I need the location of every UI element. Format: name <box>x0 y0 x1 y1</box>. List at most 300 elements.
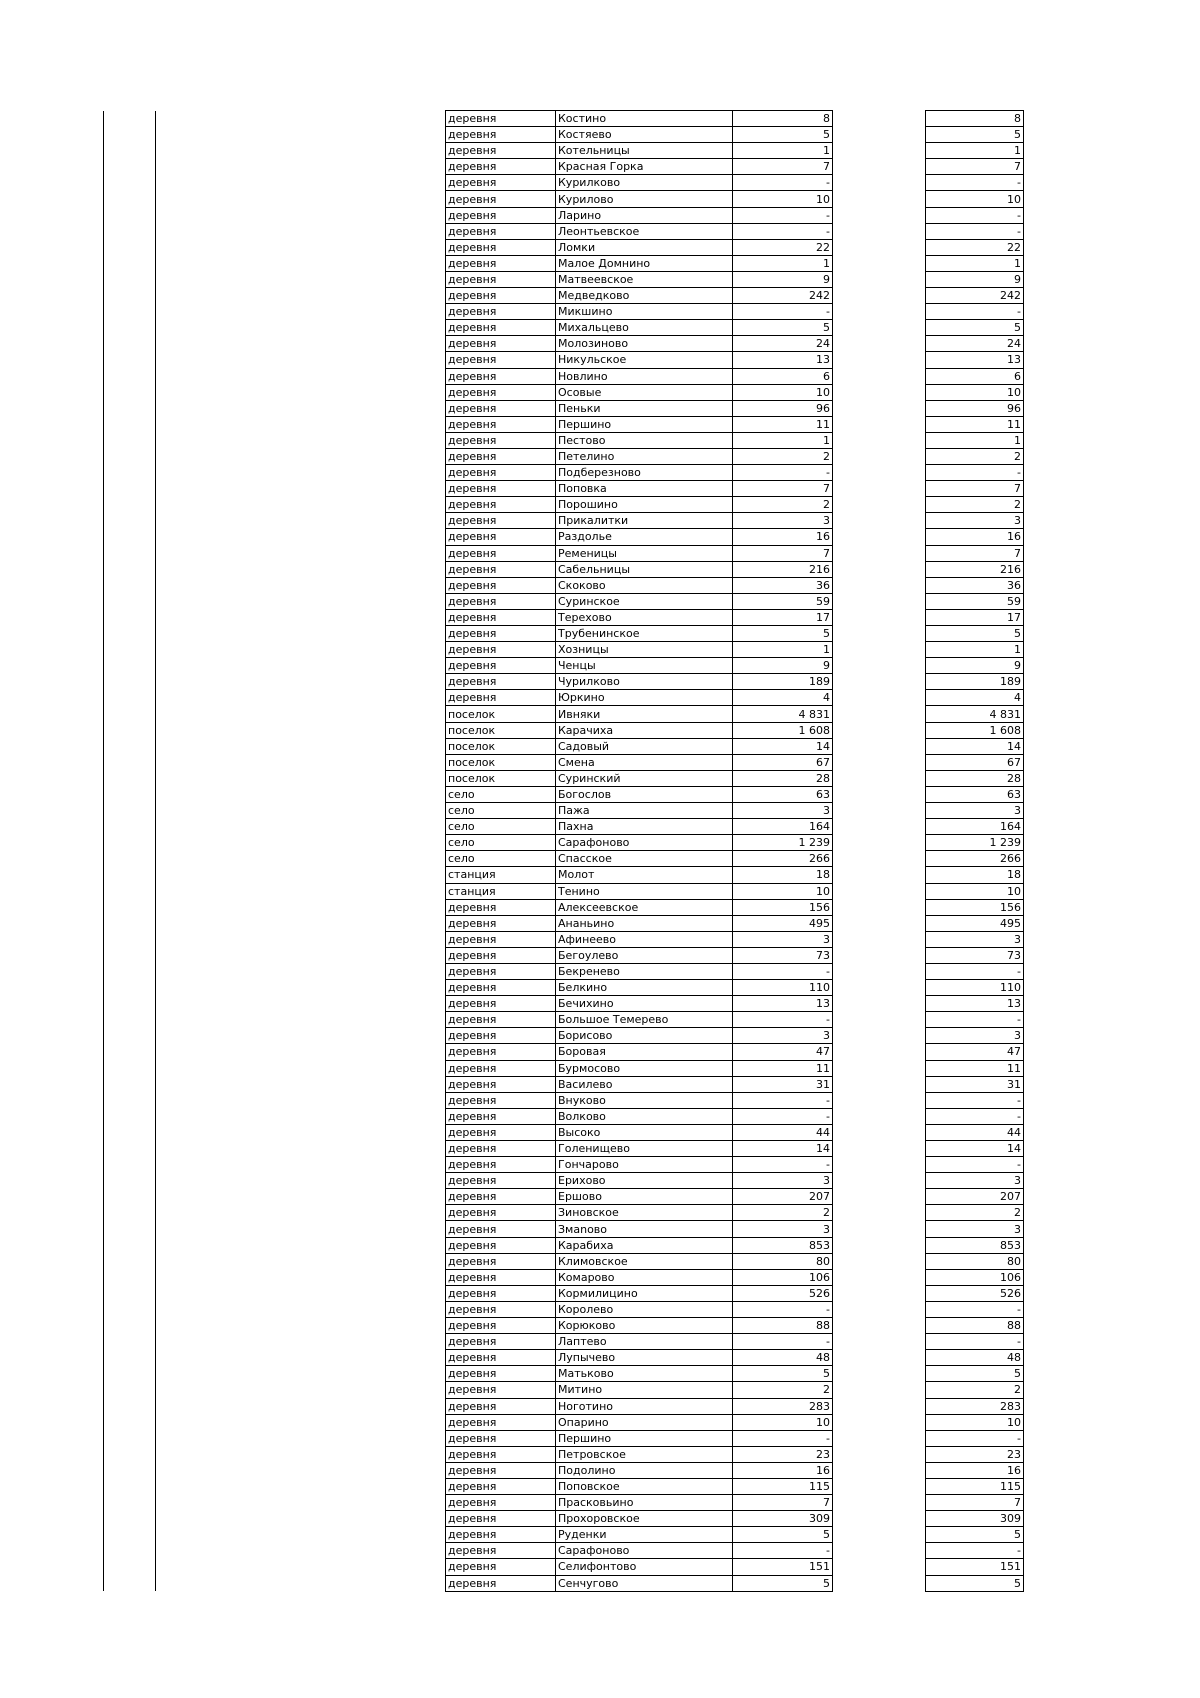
cell-empty-b <box>156 1253 446 1269</box>
cell-settlement-type: деревня <box>446 658 556 674</box>
cell-settlement-type: село <box>446 803 556 819</box>
cell-empty-c <box>833 1398 926 1414</box>
cell-population-total: 2 <box>733 448 833 464</box>
cell-empty-b <box>156 111 446 127</box>
table-row <box>104 1189 1024 1205</box>
table-row <box>104 931 1024 947</box>
table-row <box>104 1527 1024 1543</box>
table-row <box>104 1366 1024 1382</box>
cell-empty-a <box>104 1398 156 1414</box>
cell-settlement-name: Молозиново <box>556 336 733 352</box>
table-row <box>104 593 1024 609</box>
cell-population-total: - <box>733 1108 833 1124</box>
cell-settlement-type: деревня <box>446 320 556 336</box>
cell-settlement-type: деревня <box>446 1157 556 1173</box>
cell-population-total: - <box>733 207 833 223</box>
cell-population-value: 4 831 <box>926 706 1024 722</box>
cell-empty-a <box>104 304 156 320</box>
cell-empty-b <box>156 754 446 770</box>
cell-settlement-name: Трубенинское <box>556 626 733 642</box>
cell-empty-c <box>833 384 926 400</box>
cell-population-total: 13 <box>733 996 833 1012</box>
cell-settlement-type: деревня <box>446 1430 556 1446</box>
cell-settlement-type: деревня <box>446 352 556 368</box>
cell-empty-b <box>156 416 446 432</box>
cell-empty-b <box>156 1189 446 1205</box>
cell-empty-a <box>104 1430 156 1446</box>
cell-settlement-name: Гончарово <box>556 1157 733 1173</box>
table-row <box>104 416 1024 432</box>
cell-settlement-name: Курилково <box>556 175 733 191</box>
cell-settlement-type: деревня <box>446 642 556 658</box>
cell-empty-b <box>156 448 446 464</box>
cell-population-total: 216 <box>733 561 833 577</box>
cell-population-value: 14 <box>926 738 1024 754</box>
cell-empty-c <box>833 1124 926 1140</box>
cell-empty-b <box>156 674 446 690</box>
cell-population-value: 156 <box>926 899 1024 915</box>
cell-settlement-name: Матьково <box>556 1366 733 1382</box>
cell-empty-b <box>156 1237 446 1253</box>
cell-empty-b <box>156 722 446 738</box>
cell-settlement-name: Лаптево <box>556 1334 733 1350</box>
cell-population-total: 110 <box>733 980 833 996</box>
table-row <box>104 1108 1024 1124</box>
cell-population-value: 80 <box>926 1253 1024 1269</box>
cell-empty-c <box>833 481 926 497</box>
cell-settlement-name: Бекренево <box>556 963 733 979</box>
cell-settlement-type: деревня <box>446 1205 556 1221</box>
table-row <box>104 609 1024 625</box>
cell-population-value: 10 <box>926 384 1024 400</box>
cell-empty-b <box>156 159 446 175</box>
cell-empty-b <box>156 352 446 368</box>
table-row <box>104 899 1024 915</box>
cell-empty-c <box>833 883 926 899</box>
cell-empty-c <box>833 1221 926 1237</box>
cell-population-value: - <box>926 223 1024 239</box>
cell-population-value: - <box>926 304 1024 320</box>
cell-population-total: 309 <box>733 1511 833 1527</box>
cell-empty-b <box>156 400 446 416</box>
cell-population-total: 266 <box>733 851 833 867</box>
cell-settlement-name: Голенищево <box>556 1141 733 1157</box>
cell-population-total: 5 <box>733 1575 833 1591</box>
cell-empty-c <box>833 1028 926 1044</box>
cell-population-total: - <box>733 1157 833 1173</box>
cell-settlement-type: деревня <box>446 996 556 1012</box>
cell-settlement-name: Боровая <box>556 1044 733 1060</box>
table-row <box>104 320 1024 336</box>
cell-population-total: 44 <box>733 1124 833 1140</box>
cell-empty-a <box>104 1205 156 1221</box>
cell-population-value: 5 <box>926 626 1024 642</box>
cell-empty-a <box>104 159 156 175</box>
cell-empty-b <box>156 1157 446 1173</box>
cell-empty-a <box>104 1495 156 1511</box>
table-row <box>104 175 1024 191</box>
cell-population-value: 5 <box>926 1575 1024 1591</box>
cell-population-value: 242 <box>926 288 1024 304</box>
cell-population-value: 3 <box>926 1173 1024 1189</box>
cell-empty-b <box>156 577 446 593</box>
cell-population-total: 10 <box>733 1414 833 1430</box>
cell-empty-c <box>833 352 926 368</box>
cell-settlement-type: деревня <box>446 1366 556 1382</box>
cell-settlement-type: поселок <box>446 754 556 770</box>
cell-settlement-name: Белкино <box>556 980 733 996</box>
cell-population-total: 495 <box>733 915 833 931</box>
cell-settlement-type: поселок <box>446 722 556 738</box>
cell-settlement-name: Малое Домнино <box>556 255 733 271</box>
cell-empty-a <box>104 1108 156 1124</box>
cell-population-value: 309 <box>926 1511 1024 1527</box>
cell-empty-a <box>104 1527 156 1543</box>
cell-population-total: 7 <box>733 1495 833 1511</box>
table-row <box>104 368 1024 384</box>
cell-empty-c <box>833 529 926 545</box>
cell-empty-a <box>104 175 156 191</box>
table-row <box>104 223 1024 239</box>
cell-empty-a <box>104 400 156 416</box>
cell-empty-a <box>104 1382 156 1398</box>
cell-settlement-type: станция <box>446 867 556 883</box>
cell-empty-a <box>104 883 156 899</box>
cell-population-value: - <box>926 1108 1024 1124</box>
cell-empty-b <box>156 1173 446 1189</box>
cell-settlement-type: деревня <box>446 1221 556 1237</box>
cell-empty-c <box>833 1012 926 1028</box>
cell-settlement-name: Корюково <box>556 1318 733 1334</box>
cell-empty-c <box>833 1189 926 1205</box>
cell-settlement-type: деревня <box>446 255 556 271</box>
cell-settlement-type: деревня <box>446 239 556 255</box>
table-row <box>104 400 1024 416</box>
cell-empty-b <box>156 1221 446 1237</box>
cell-empty-a <box>104 1253 156 1269</box>
cell-population-value: - <box>926 1334 1024 1350</box>
table-row <box>104 626 1024 642</box>
cell-settlement-type: село <box>446 851 556 867</box>
cell-empty-a <box>104 1028 156 1044</box>
cell-empty-b <box>156 1527 446 1543</box>
cell-empty-b <box>156 1318 446 1334</box>
cell-empty-a <box>104 1221 156 1237</box>
cell-settlement-name: Карабиха <box>556 1237 733 1253</box>
cell-empty-c <box>833 915 926 931</box>
cell-empty-c <box>833 223 926 239</box>
cell-settlement-type: деревня <box>446 175 556 191</box>
cell-empty-b <box>156 963 446 979</box>
cell-settlement-type: деревня <box>446 1446 556 1462</box>
cell-empty-a <box>104 642 156 658</box>
cell-empty-a <box>104 465 156 481</box>
cell-empty-b <box>156 803 446 819</box>
cell-population-value: 283 <box>926 1398 1024 1414</box>
cell-population-value: - <box>926 465 1024 481</box>
table-row <box>104 996 1024 1012</box>
cell-empty-b <box>156 255 446 271</box>
cell-empty-a <box>104 770 156 786</box>
cell-empty-c <box>833 127 926 143</box>
cell-population-value: 526 <box>926 1285 1024 1301</box>
cell-empty-a <box>104 1189 156 1205</box>
cell-empty-c <box>833 947 926 963</box>
cell-settlement-name: Подолино <box>556 1462 733 1478</box>
cell-settlement-name: Никульское <box>556 352 733 368</box>
cell-empty-b <box>156 1350 446 1366</box>
cell-population-total: 207 <box>733 1189 833 1205</box>
table-row <box>104 1173 1024 1189</box>
cell-population-value: - <box>926 1157 1024 1173</box>
cell-empty-a <box>104 481 156 497</box>
cell-population-total: - <box>733 1334 833 1350</box>
cell-settlement-name: Сарафоново <box>556 1543 733 1559</box>
cell-population-total: 1 <box>733 642 833 658</box>
table-row <box>104 1478 1024 1494</box>
cell-population-value: 1 239 <box>926 835 1024 851</box>
cell-empty-c <box>833 770 926 786</box>
table-row <box>104 1430 1024 1446</box>
cell-empty-a <box>104 996 156 1012</box>
cell-population-total: 11 <box>733 416 833 432</box>
cell-population-total: 7 <box>733 481 833 497</box>
cell-settlement-type: деревня <box>446 336 556 352</box>
cell-empty-b <box>156 1076 446 1092</box>
cell-settlement-name: Ременицы <box>556 545 733 561</box>
cell-settlement-type: деревня <box>446 1414 556 1430</box>
cell-population-total: 47 <box>733 1044 833 1060</box>
cell-population-value: 88 <box>926 1318 1024 1334</box>
cell-empty-c <box>833 996 926 1012</box>
cell-population-value: 1 <box>926 642 1024 658</box>
cell-settlement-name: Карачиха <box>556 722 733 738</box>
cell-settlement-type: деревня <box>446 899 556 915</box>
cell-settlement-type: деревня <box>446 368 556 384</box>
cell-empty-c <box>833 175 926 191</box>
cell-population-total: - <box>733 963 833 979</box>
cell-population-total: 1 <box>733 143 833 159</box>
table-row <box>104 127 1024 143</box>
cell-settlement-name: Бурмосово <box>556 1060 733 1076</box>
cell-empty-a <box>104 191 156 207</box>
cell-settlement-type: деревня <box>446 593 556 609</box>
cell-empty-a <box>104 899 156 915</box>
cell-population-total: - <box>733 1012 833 1028</box>
cell-empty-b <box>156 239 446 255</box>
cell-empty-a <box>104 851 156 867</box>
cell-empty-b <box>156 1012 446 1028</box>
table-row <box>104 352 1024 368</box>
cell-settlement-type: деревня <box>446 1478 556 1494</box>
cell-empty-a <box>104 207 156 223</box>
cell-empty-b <box>156 980 446 996</box>
cell-population-total: 48 <box>733 1350 833 1366</box>
cell-empty-c <box>833 1350 926 1366</box>
table-row <box>104 1221 1024 1237</box>
table-row <box>104 1285 1024 1301</box>
cell-settlement-type: деревня <box>446 159 556 175</box>
cell-population-value: 7 <box>926 1495 1024 1511</box>
cell-settlement-name: Высоко <box>556 1124 733 1140</box>
cell-settlement-type: деревня <box>446 1334 556 1350</box>
cell-settlement-type: деревня <box>446 143 556 159</box>
table-row <box>104 770 1024 786</box>
cell-population-total: - <box>733 223 833 239</box>
cell-settlement-type: деревня <box>446 1543 556 1559</box>
cell-empty-b <box>156 851 446 867</box>
table-body <box>104 111 1024 1592</box>
cell-empty-c <box>833 416 926 432</box>
table-row <box>104 1334 1024 1350</box>
cell-population-total: 115 <box>733 1478 833 1494</box>
cell-population-value: 7 <box>926 159 1024 175</box>
cell-settlement-name: Леонтьевское <box>556 223 733 239</box>
cell-empty-a <box>104 931 156 947</box>
cell-empty-b <box>156 191 446 207</box>
cell-settlement-name: Сенчугово <box>556 1575 733 1591</box>
cell-settlement-type: деревня <box>446 1189 556 1205</box>
cell-settlement-name: Ерихово <box>556 1173 733 1189</box>
cell-population-value: 1 <box>926 255 1024 271</box>
cell-settlement-type: деревня <box>446 1269 556 1285</box>
cell-settlement-type: деревня <box>446 400 556 416</box>
cell-empty-a <box>104 915 156 931</box>
cell-empty-b <box>156 1205 446 1221</box>
cell-empty-a <box>104 1559 156 1575</box>
cell-settlement-name: Першино <box>556 1430 733 1446</box>
cell-settlement-type: деревня <box>446 1237 556 1253</box>
cell-population-value: 5 <box>926 1527 1024 1543</box>
cell-settlement-type: деревня <box>446 690 556 706</box>
cell-empty-a <box>104 963 156 979</box>
table-row <box>104 304 1024 320</box>
cell-population-value: 13 <box>926 352 1024 368</box>
cell-settlement-name: Першино <box>556 416 733 432</box>
table-row <box>104 690 1024 706</box>
cell-empty-b <box>156 867 446 883</box>
cell-empty-b <box>156 1124 446 1140</box>
cell-population-total: 14 <box>733 1141 833 1157</box>
cell-empty-a <box>104 1012 156 1028</box>
cell-population-value: 1 608 <box>926 722 1024 738</box>
cell-settlement-type: деревня <box>446 1350 556 1366</box>
cell-population-value: 23 <box>926 1446 1024 1462</box>
cell-empty-a <box>104 368 156 384</box>
cell-population-total: 2 <box>733 1382 833 1398</box>
cell-population-value: 73 <box>926 947 1024 963</box>
cell-settlement-name: Алексеевское <box>556 899 733 915</box>
cell-population-value: 853 <box>926 1237 1024 1253</box>
table-row <box>104 1269 1024 1285</box>
cell-population-value: - <box>926 1543 1024 1559</box>
cell-empty-c <box>833 738 926 754</box>
cell-empty-c <box>833 336 926 352</box>
cell-settlement-type: поселок <box>446 706 556 722</box>
cell-settlement-type: деревня <box>446 1076 556 1092</box>
cell-population-total: 9 <box>733 658 833 674</box>
cell-population-total: 11 <box>733 1060 833 1076</box>
cell-population-total: 4 <box>733 690 833 706</box>
cell-empty-a <box>104 111 156 127</box>
cell-population-value: 24 <box>926 336 1024 352</box>
cell-empty-a <box>104 947 156 963</box>
cell-settlement-name: Климовское <box>556 1253 733 1269</box>
cell-population-total: - <box>733 304 833 320</box>
cell-empty-c <box>833 1382 926 1398</box>
cell-settlement-type: деревня <box>446 384 556 400</box>
table-row <box>104 819 1024 835</box>
cell-empty-b <box>156 368 446 384</box>
table-row <box>104 1462 1024 1478</box>
cell-empty-c <box>833 851 926 867</box>
cell-settlement-name: Пажа <box>556 803 733 819</box>
cell-settlement-type: деревня <box>446 963 556 979</box>
cell-empty-a <box>104 1141 156 1157</box>
cell-empty-c <box>833 706 926 722</box>
cell-settlement-type: деревня <box>446 1028 556 1044</box>
table-row <box>104 448 1024 464</box>
table-row <box>104 1237 1024 1253</box>
table-row <box>104 481 1024 497</box>
cell-settlement-type: деревня <box>446 1318 556 1334</box>
cell-population-total: 3 <box>733 1028 833 1044</box>
cell-population-value: 36 <box>926 577 1024 593</box>
cell-population-value: 8 <box>926 111 1024 127</box>
cell-empty-b <box>156 1575 446 1591</box>
cell-empty-a <box>104 336 156 352</box>
cell-empty-a <box>104 690 156 706</box>
cell-population-total: 59 <box>733 593 833 609</box>
cell-settlement-name: Пестово <box>556 432 733 448</box>
cell-empty-c <box>833 111 926 127</box>
cell-settlement-type: деревня <box>446 931 556 947</box>
cell-settlement-type: деревня <box>446 561 556 577</box>
cell-population-total: 5 <box>733 320 833 336</box>
cell-settlement-type: деревня <box>446 1382 556 1398</box>
cell-population-value: 16 <box>926 529 1024 545</box>
cell-empty-c <box>833 239 926 255</box>
cell-population-total: 24 <box>733 336 833 352</box>
cell-empty-c <box>833 1511 926 1527</box>
cell-settlement-type: деревня <box>446 609 556 625</box>
cell-empty-a <box>104 1076 156 1092</box>
cell-empty-a <box>104 1366 156 1382</box>
cell-empty-a <box>104 706 156 722</box>
table-row <box>104 143 1024 159</box>
cell-empty-c <box>833 642 926 658</box>
cell-empty-b <box>156 1495 446 1511</box>
cell-settlement-name: Ломки <box>556 239 733 255</box>
cell-population-total: 1 <box>733 432 833 448</box>
cell-population-value: 7 <box>926 545 1024 561</box>
table-row <box>104 915 1024 931</box>
cell-empty-c <box>833 191 926 207</box>
cell-settlement-name: Подберезново <box>556 465 733 481</box>
cell-population-value: - <box>926 1301 1024 1317</box>
cell-empty-c <box>833 1414 926 1430</box>
table-row <box>104 883 1024 899</box>
cell-population-total: 3 <box>733 1221 833 1237</box>
cell-population-value: 28 <box>926 770 1024 786</box>
table-row <box>104 1124 1024 1140</box>
cell-settlement-type: деревня <box>446 481 556 497</box>
table-row <box>104 1157 1024 1173</box>
table-row <box>104 111 1024 127</box>
cell-empty-c <box>833 722 926 738</box>
table-row <box>104 336 1024 352</box>
cell-population-value: - <box>926 963 1024 979</box>
